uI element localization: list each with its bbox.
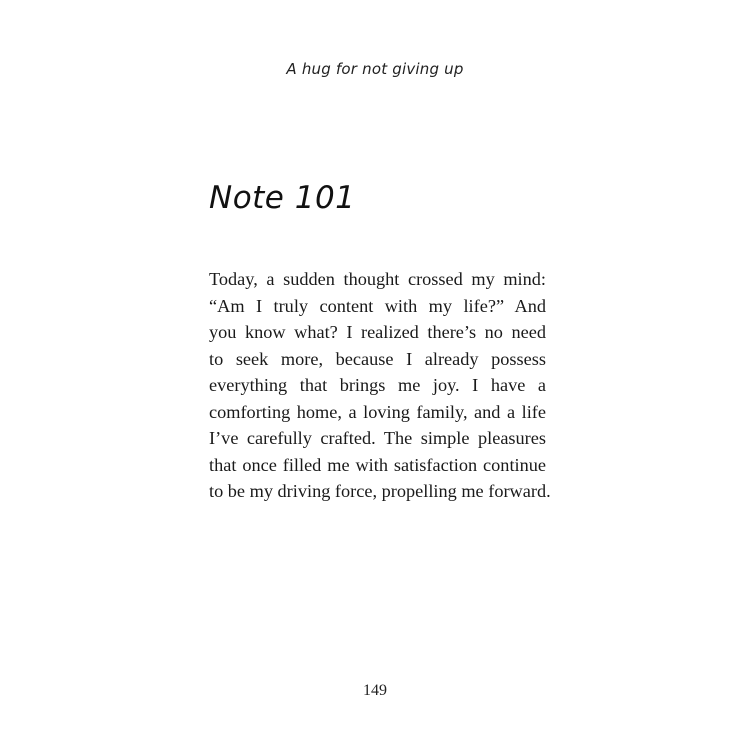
body-line: “Am I truly content with my life?” And (209, 295, 546, 316)
body-line: that once filled me with satisfaction continue (209, 454, 546, 475)
body-paragraph (209, 266, 551, 505)
body-line: Today, a sudden thought crossed my mind: (209, 269, 546, 289)
body-line: comforting home, a loving family, and a life (209, 401, 546, 422)
page-number: 149 (363, 682, 387, 699)
body-line: you know what? I realized there’s no need (209, 322, 546, 342)
body-line: to be my driving force, propelling me forward. (209, 481, 551, 501)
body-line: I’ve carefully crafted. The simple pleasures (209, 428, 546, 448)
running-header: A hug for not giving up (286, 60, 464, 78)
body-line: to seek more, because I already possess (209, 348, 546, 369)
body-line: everything that brings me joy. I have a (209, 375, 546, 395)
note-title: Note 101 (209, 180, 356, 216)
